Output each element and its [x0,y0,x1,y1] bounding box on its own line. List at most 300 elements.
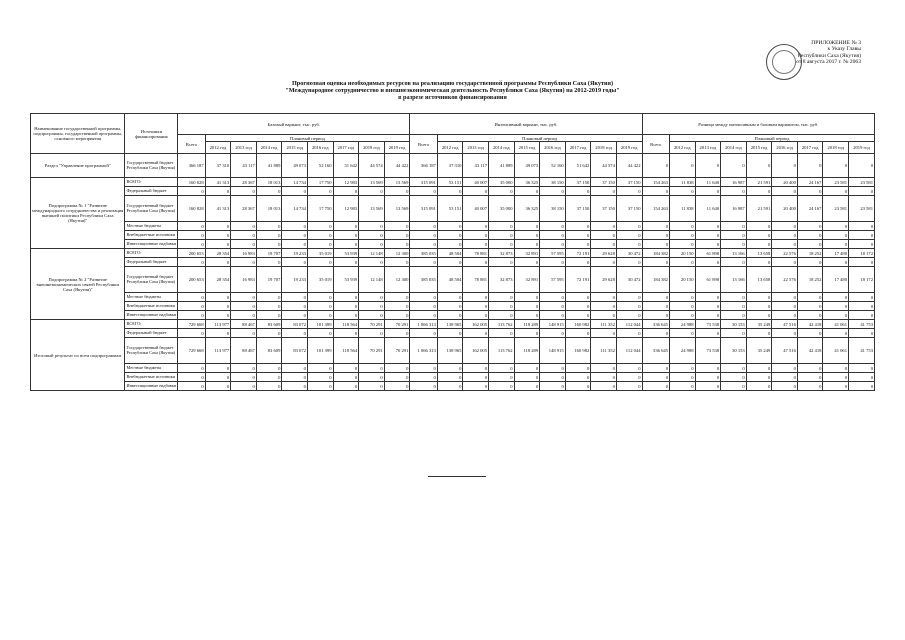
program-name: Подпрограмма № 1 "Развитие международного сотрудничества и реализация внешней политики Республики Саха (Якутия)" [31,178,125,249]
value-cell: 0 [463,187,489,196]
value-cell: 0 [823,364,849,373]
value-cell: 0 [669,302,695,311]
value-cell: 0 [721,302,747,311]
value-cell: 0 [565,364,591,373]
value-cell: 44 422 [384,154,410,178]
value-cell: 0 [642,293,669,302]
value-cell: 0 [565,329,591,338]
value-cell: 0 [256,311,282,320]
value-cell: 0 [489,302,515,311]
table-row [31,196,875,222]
value-cell: 0 [231,382,257,391]
value-cell: 0 [823,382,849,391]
value-cell: 17 750 [307,196,333,222]
value-cell: 16 983 [231,249,257,258]
value-cell: 148 915 [540,338,566,364]
value-cell: 13 658 [746,249,772,258]
header-year: 2019 год [616,142,642,154]
value-cell: 0 [540,231,566,240]
value-cell: 0 [616,311,642,320]
value-cell: 40 007 [463,196,489,222]
header-source-col: Источники финансирования [125,114,178,154]
value-cell: 52 160 [307,154,333,178]
value-cell: 16 983 [231,267,257,293]
value-cell: 0 [178,329,205,338]
value-cell: 0 [849,231,875,240]
table-row [31,178,875,187]
funding-source: Государственный бюджет Республики Саха (Якутия) [125,338,178,364]
value-cell: 88 467 [231,338,257,364]
value-cell: 0 [231,231,257,240]
value-cell: 0 [333,222,359,231]
value-cell: 13 658 [746,267,772,293]
value-cell: 0 [282,293,308,302]
value-cell: 0 [256,293,282,302]
document-title [30,80,875,102]
value-cell: 0 [772,154,798,178]
value-cell: 0 [489,382,515,391]
value-cell: 0 [514,293,540,302]
value-cell: 0 [282,302,308,311]
value-cell: 0 [772,364,798,373]
value-cell: 49 073 [282,154,308,178]
value-cell: 0 [721,329,747,338]
value-cell: 0 [540,222,566,231]
value-cell: 0 [333,293,359,302]
value-cell: 0 [616,373,642,382]
header-planned-period: Плановый период [205,135,410,142]
value-cell: 0 [695,258,721,267]
header-total: Всего [642,135,669,154]
value-cell: 0 [695,329,721,338]
title-line-1: Прогнозная оценка необходимых ресурсов на реализацию государственной программы Республики Саха (Якутия) [291,80,614,87]
value-cell: 0 [282,373,308,382]
header-planned-period: Плановый период [669,135,874,142]
value-cell: 0 [849,364,875,373]
value-cell: 44 422 [616,154,642,178]
value-cell: 11 640 [695,178,721,187]
funding-source: Внебюджетные источники [125,373,178,382]
value-cell: 0 [410,231,437,240]
table-row [31,373,875,382]
value-cell: 0 [591,311,617,320]
value-cell: 37 150 [591,178,617,187]
value-cell: 0 [463,293,489,302]
header-planned-period: Плановый период [437,135,642,142]
value-cell: 70 291 [359,338,385,364]
value-cell: 0 [307,373,333,382]
value-cell: 17 750 [307,178,333,187]
value-cell: 0 [540,329,566,338]
table-row [31,311,875,320]
value-cell: 0 [616,302,642,311]
value-cell: 0 [282,329,308,338]
value-cell: 184 382 [642,249,669,258]
value-cell: 0 [616,329,642,338]
value-cell: 0 [333,187,359,196]
value-cell: 70 291 [384,338,410,364]
value-cell: 0 [178,222,205,231]
value-cell: 0 [540,302,566,311]
value-cell: 0 [178,382,205,391]
value-cell: 51 642 [565,154,591,178]
value-cell: 37 150 [565,196,591,222]
value-cell: 12 148 [359,249,385,258]
value-cell: 101 399 [307,338,333,364]
value-cell: 0 [489,231,515,240]
value-cell: 0 [849,302,875,311]
value-cell: 0 [359,329,385,338]
value-cell: 0 [307,311,333,320]
value-cell: 0 [307,258,333,267]
value-cell: 11 838 [669,178,695,187]
value-cell: 0 [514,302,540,311]
value-cell: 112 044 [616,320,642,329]
value-cell: 0 [591,258,617,267]
value-cell: 336 645 [642,320,669,329]
value-cell: 154 263 [642,196,669,222]
header-year: 2017 год [333,142,359,154]
header-year: 2019 год [384,142,410,154]
value-cell: 22 576 [772,267,798,293]
value-cell: 29 628 [591,249,617,258]
funding-source: Внебюджетные источники [125,302,178,311]
value-cell: 0 [540,293,566,302]
value-cell: 118 564 [333,320,359,329]
value-cell: 0 [591,329,617,338]
value-cell: 37 310 [437,154,463,178]
value-cell: 0 [359,302,385,311]
title-line-3: в разрезе источников финансирования [398,94,507,102]
value-cell: 41 889 [489,154,515,178]
value-cell: 36 325 [514,178,540,187]
value-cell: 0 [669,240,695,249]
value-cell: 0 [746,382,772,391]
value-cell: 0 [463,311,489,320]
funding-source: ВСЕГО: [125,178,178,187]
table-row [31,302,875,311]
value-cell: 0 [849,382,875,391]
appendix-line: Республики Саха (Якутия) [797,52,861,59]
value-cell: 0 [333,231,359,240]
value-cell: 0 [616,364,642,373]
value-cell: 0 [410,302,437,311]
value-cell: 0 [359,293,385,302]
value-cell: 0 [823,231,849,240]
value-cell: 0 [205,373,231,382]
value-cell: 0 [282,258,308,267]
resources-table [30,113,875,391]
value-cell: 0 [642,222,669,231]
header-year: 2015 год [514,142,540,154]
value-cell: 70 291 [359,320,385,329]
value-cell: 16 987 [721,196,747,222]
value-cell: 0 [540,382,566,391]
value-cell: 37 150 [591,196,617,222]
value-cell: 0 [410,311,437,320]
value-cell: 72 191 [565,267,591,293]
value-cell: 48 504 [437,267,463,293]
funding-source: Инвестиционные надбавки [125,240,178,249]
value-cell: 83 072 [282,320,308,329]
value-cell: 30 472 [616,267,642,293]
value-cell: 0 [591,302,617,311]
value-cell: 0 [410,258,437,267]
header-year: 2014 год [489,142,515,154]
value-cell: 0 [540,364,566,373]
value-cell: 0 [256,329,282,338]
value-cell: 0 [721,258,747,267]
value-cell: 12 300 [384,267,410,293]
value-cell: 0 [231,311,257,320]
header-year: 2012 год [205,142,231,154]
value-cell: 200 653 [178,267,205,293]
value-cell: 38 150 [540,178,566,187]
value-cell: 0 [772,258,798,267]
value-cell: 0 [384,382,410,391]
value-cell: 0 [256,364,282,373]
header-name-col: Наименование государственной программы, подпрограммы, государственной программы, основного мероприятия [31,114,125,154]
value-cell: 37 150 [616,196,642,222]
value-cell: 42 418 [797,320,823,329]
value-cell: 160 828 [178,196,205,222]
value-cell: 0 [514,240,540,249]
funding-source: Инвестиционные надбавки [125,382,178,391]
value-cell: 24 167 [797,178,823,187]
value-cell: 0 [695,302,721,311]
value-cell: 0 [231,373,257,382]
value-cell: 0 [437,373,463,382]
value-cell: 0 [178,240,205,249]
value-cell: 0 [463,240,489,249]
header-year: 2013 год [463,142,489,154]
value-cell: 0 [823,302,849,311]
value-cell: 53 939 [333,267,359,293]
value-cell: 20 400 [772,196,798,222]
value-cell: 16 987 [721,178,747,187]
value-cell: 0 [721,364,747,373]
value-cell: 0 [514,364,540,373]
value-cell: 0 [463,364,489,373]
value-cell: 0 [410,240,437,249]
value-cell: 0 [797,382,823,391]
value-cell: 0 [695,311,721,320]
title-line-2: "Международное сотрудничество и внешнеэкономическая деятельность Республики Саха (Якутия) на 2012-2019 годы" [285,87,620,95]
value-cell: 0 [410,293,437,302]
value-cell: 24 167 [797,196,823,222]
value-cell: 0 [463,373,489,382]
value-cell: 0 [514,231,540,240]
value-cell: 30 153 [721,338,747,364]
value-cell: 113 977 [205,320,231,329]
value-cell: 0 [282,382,308,391]
value-cell: 35 249 [746,320,772,329]
value-cell: 200 653 [178,249,205,258]
value-cell: 18 013 [256,196,282,222]
value-cell: 0 [746,364,772,373]
table-row [31,320,875,329]
value-cell: 0 [307,222,333,231]
value-cell: 112 044 [616,338,642,364]
value-cell: 0 [721,373,747,382]
value-cell: 13 569 [359,196,385,222]
value-cell: 17 480 [823,249,849,258]
value-cell: 0 [205,382,231,391]
value-cell: 0 [642,302,669,311]
value-cell: 0 [333,382,359,391]
value-cell: 14 734 [282,178,308,187]
header-year: 2016 год [307,142,333,154]
header-year: 2014 год [256,142,282,154]
value-cell: 729 668 [178,338,205,364]
value-cell: 37 310 [205,154,231,178]
value-cell: 0 [695,231,721,240]
value-cell: 315 091 [410,196,437,222]
header-variant-group: Разница между интенсивным и базовым вариантом, тыс. руб. [642,114,874,135]
value-cell: 0 [205,222,231,231]
value-cell: 0 [307,293,333,302]
value-cell: 0 [333,329,359,338]
value-cell: 0 [463,258,489,267]
value-cell: 0 [695,382,721,391]
value-cell: 385 035 [410,249,437,258]
value-cell: 0 [565,222,591,231]
value-cell: 42 418 [797,338,823,364]
value-cell: 0 [849,222,875,231]
value-cell: 19 233 [282,249,308,258]
value-cell: 53 939 [333,249,359,258]
value-cell: 23 581 [849,178,875,187]
value-cell: 0 [591,382,617,391]
value-cell: 0 [721,293,747,302]
value-cell: 0 [489,293,515,302]
value-cell: 0 [695,293,721,302]
footer-divider [428,476,486,477]
value-cell: 47 516 [772,338,798,364]
value-cell: 0 [565,382,591,391]
value-cell: 0 [359,364,385,373]
value-cell: 0 [437,293,463,302]
value-cell: 32 873 [489,267,515,293]
value-cell: 0 [591,187,617,196]
value-cell: 72 191 [565,249,591,258]
header-year: 2015 год [282,142,308,154]
value-cell: 22 576 [772,249,798,258]
value-cell: 0 [489,240,515,249]
value-cell: 111 352 [591,320,617,329]
value-cell: 0 [746,154,772,178]
value-cell: 0 [437,222,463,231]
value-cell: 0 [721,240,747,249]
value-cell: 52 160 [540,154,566,178]
funding-source: Инвестиционные надбавки [125,311,178,320]
value-cell: 0 [256,240,282,249]
value-cell: 0 [307,187,333,196]
value-cell: 0 [231,364,257,373]
table-row [31,240,875,249]
value-cell: 111 352 [591,338,617,364]
value-cell: 0 [823,329,849,338]
value-cell: 101 399 [307,320,333,329]
value-cell: 0 [591,364,617,373]
value-cell: 113 762 [489,338,515,364]
appendix-line: от 8 августа 2017 г. № 2063 [796,58,861,65]
table-row [31,222,875,231]
value-cell: 0 [772,329,798,338]
value-cell: 0 [384,231,410,240]
value-cell: 0 [231,222,257,231]
header-year: 2017 год [565,142,591,154]
value-cell: 12 983 [333,178,359,187]
value-cell: 32 873 [489,249,515,258]
value-cell: 0 [410,187,437,196]
value-cell: 0 [231,240,257,249]
value-cell: 0 [514,222,540,231]
funding-source: ВСЕГО: [125,249,178,258]
value-cell: 0 [489,373,515,382]
value-cell: 0 [540,187,566,196]
value-cell: 35 000 [489,196,515,222]
appendix-line: к Указу Главы [827,46,861,53]
value-cell: 0 [823,311,849,320]
appendix-line: ПРИЛОЖЕНИЕ № 3 [811,40,861,46]
value-cell: 0 [565,231,591,240]
value-cell: 23 581 [849,196,875,222]
value-cell: 41 753 [849,320,875,329]
value-cell: 184 382 [642,267,669,293]
value-cell: 29 628 [591,267,617,293]
value-cell: 41 313 [205,178,231,187]
value-cell: 0 [256,302,282,311]
value-cell: 83 609 [256,320,282,329]
value-cell: 160 982 [565,320,591,329]
value-cell: 0 [695,187,721,196]
value-cell: 160 828 [178,178,205,187]
value-cell: 24 988 [669,338,695,364]
header-variant-group: Интенсивный вариант, тыс. руб. [410,114,642,135]
value-cell: 0 [231,258,257,267]
value-cell: 0 [746,293,772,302]
value-cell: 0 [384,187,410,196]
value-cell: 20 400 [772,178,798,187]
value-cell: 0 [669,187,695,196]
value-cell: 0 [669,364,695,373]
value-cell: 0 [849,329,875,338]
value-cell: 0 [384,364,410,373]
value-cell: 0 [282,231,308,240]
value-cell: 24 988 [669,320,695,329]
value-cell: 138 965 [437,338,463,364]
value-cell: 0 [616,222,642,231]
value-cell: 0 [642,258,669,267]
value-cell: 0 [746,329,772,338]
value-cell: 0 [772,311,798,320]
value-cell: 0 [384,329,410,338]
value-cell: 0 [565,311,591,320]
value-cell: 0 [849,311,875,320]
value-cell: 0 [307,382,333,391]
value-cell: 73 538 [695,320,721,329]
value-cell: 61 898 [695,267,721,293]
value-cell: 0 [746,311,772,320]
value-cell: 28 354 [205,249,231,258]
value-cell: 21 591 [746,178,772,187]
value-cell: 0 [514,187,540,196]
value-cell: 41 753 [849,338,875,364]
header-year: 2015 год [746,142,772,154]
value-cell: 0 [178,373,205,382]
value-cell: 0 [282,187,308,196]
